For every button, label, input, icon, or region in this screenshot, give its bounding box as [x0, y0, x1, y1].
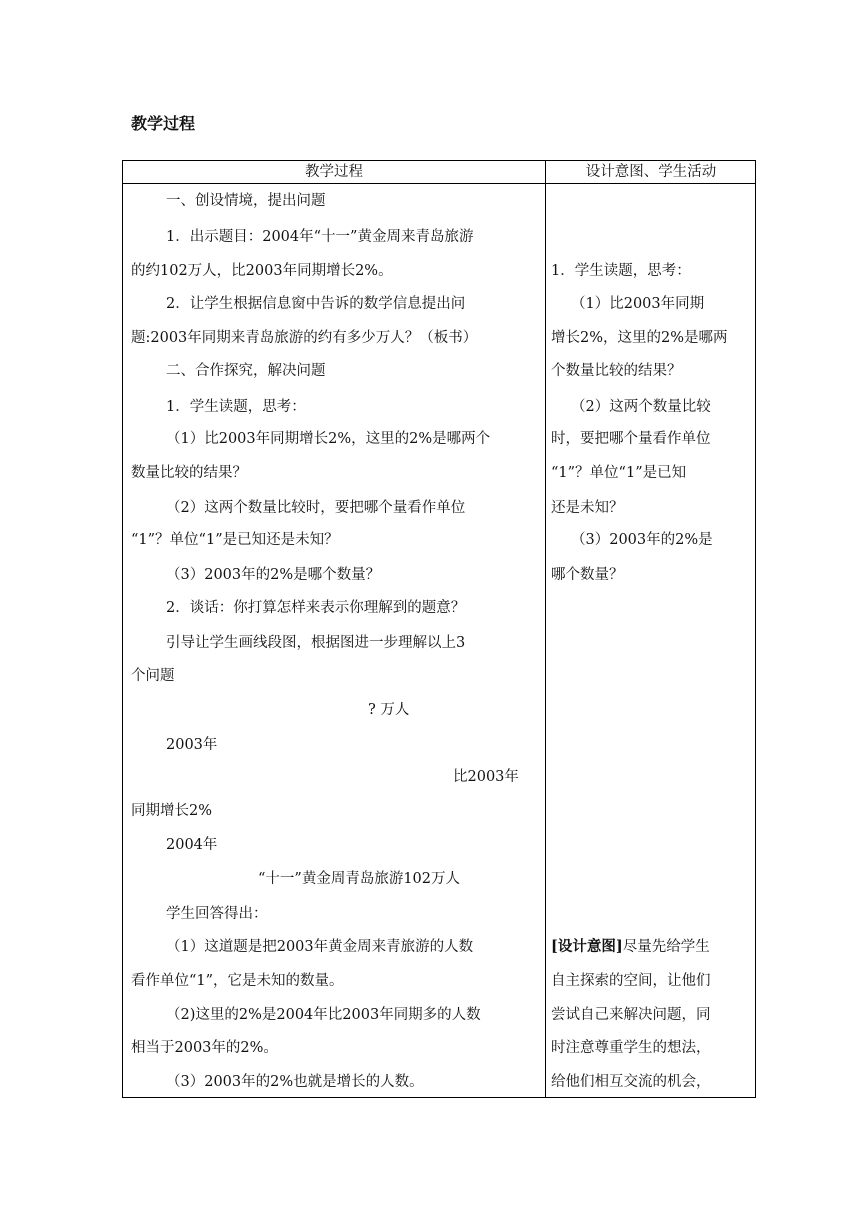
left-line: （3）2003年的2%也就是增长的人数。	[166, 1074, 424, 1090]
design-intent-text: 尽量先给学生	[622, 939, 710, 955]
column-divider	[545, 161, 546, 1097]
left-line: 题:2003年同期来青岛旅游的约有多少万人？（板书）	[131, 330, 478, 346]
right-line: 时注意尊重学生的想法，	[551, 1040, 711, 1056]
header-divider	[123, 183, 755, 184]
section-heading: 教学过程	[131, 114, 196, 133]
left-line: 相当于2003年的2%。	[131, 1040, 278, 1056]
left-line: “1”？单位“1”是已知还是未知？	[131, 532, 339, 548]
right-line: 增长2%，这里的2%是哪两	[551, 330, 728, 346]
right-line: 尝试自己来解决问题，同	[551, 1007, 711, 1023]
left-line: （2）这两个数量比较时，要把哪个量看作单位	[166, 500, 466, 516]
left-line: （1）这道题是把2003年黄金周来青旅游的人数	[166, 939, 474, 955]
left-line: 2004年	[166, 837, 218, 853]
right-line: 个数量比较的结果？	[551, 363, 682, 379]
right-line: 还是未知？	[551, 500, 624, 516]
header-teaching-process: 教学过程	[305, 164, 363, 180]
design-intent-line	[551, 937, 710, 957]
left-line: 看作单位“1”，它是未知的数量。	[131, 973, 344, 989]
left-line: 数量比较的结果？	[131, 465, 247, 481]
right-line: （1）比2003年同期	[571, 296, 705, 312]
left-line: 引导让学生画线段图，根据图进一步理解以上3	[166, 635, 466, 651]
right-line: （2）这两个数量比较	[571, 399, 711, 415]
left-line: 2003年	[166, 737, 218, 753]
right-line: 1．学生读题，思考：	[551, 263, 691, 279]
left-line: 个问题	[131, 668, 175, 684]
lesson-process-table	[122, 160, 756, 1098]
left-line: （3）2003年的2%是哪个数量？	[166, 567, 381, 583]
left-line: 比2003年	[453, 769, 519, 785]
right-line: 自主探索的空间，让他们	[551, 973, 711, 989]
left-line: 一、创设情境，提出问题	[166, 193, 326, 209]
left-line: 的约102万人，比2003年同期增长2%。	[131, 263, 393, 279]
left-line: 2．让学生根据信息窗中告诉的数学信息提出问	[166, 296, 466, 312]
left-line: （1）比2003年同期增长2%，这里的2%是哪两个	[166, 431, 491, 447]
left-line: 1．学生读题，思考：	[166, 399, 306, 415]
left-line: 2．谈话：你打算怎样来表示你理解到的题意？	[166, 600, 466, 616]
right-line: 哪个数量？	[551, 567, 624, 583]
right-line: 给他们相互交流的机会，	[551, 1074, 711, 1090]
left-line: 同期增长2%	[131, 803, 213, 819]
left-line: ? 万人	[368, 702, 410, 718]
header-design-intent: 设计意图、学生活动	[585, 164, 717, 180]
right-line: 时，要把哪个量看作单位	[551, 431, 711, 447]
left-line: 学生回答得出：	[166, 906, 268, 922]
right-line: “1”？单位“1”是已知	[551, 465, 687, 481]
right-line: （3）2003年的2%是	[571, 532, 713, 548]
left-line: （2)这里的2%是2004年比2003年同期多的人数	[166, 1007, 481, 1023]
left-line: 二、合作探究，解决问题	[166, 363, 326, 379]
design-intent-label: [设计意图]	[551, 938, 623, 955]
left-line: 1．出示题目：2004年“十一”黄金周来青岛旅游	[166, 229, 474, 245]
left-line: “十一”黄金周青岛旅游102万人	[258, 871, 461, 887]
